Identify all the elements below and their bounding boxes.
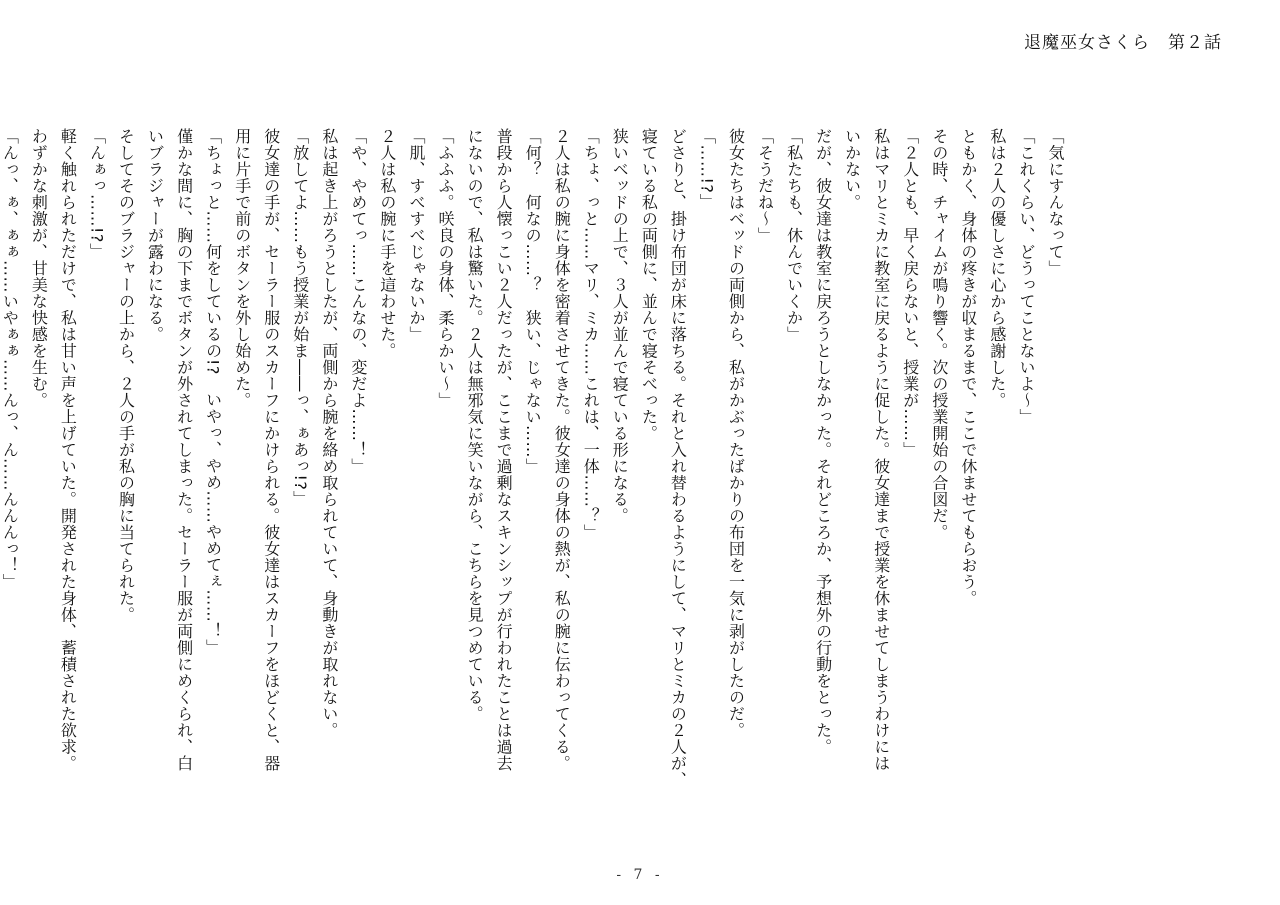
text-line: 私は起き上がろうとしたが、両側から腕を絡め取られていて、身動きが取れない。 (319, 128, 339, 739)
text-line: ともかく、身体の疼きが収まるまで、ここで休ませてもらおう。 (958, 128, 978, 607)
page-number: - 7 - (616, 867, 664, 883)
text-line: 「ちょ、っと……マリ、ミカ……これは、一体……？」 (581, 128, 601, 541)
text-line: 彼女たちはベッドの両側から、私がかぶったばかりの布団を一気に剥がしたのだ。 (726, 128, 746, 739)
text-line: 「気にすんなって」 (1046, 128, 1065, 277)
text-line: 「ちょっと……何をしているの!? いやっ、やめ……やめてぇ……！」 (203, 128, 223, 656)
text-line: 「私たちも、休んでいくか」 (784, 128, 804, 343)
text-line: いかない。 (842, 128, 862, 211)
text-line: 私は２人の優しさに心から感謝した。 (987, 128, 1007, 409)
text-line: いブラジャーが露わになる。 (145, 128, 165, 343)
text-line: 用に片手で前のボタンを外し始めた。 (232, 128, 252, 409)
text-line: 「何？ 何なの……？ 狭い、じゃない……」 (523, 128, 543, 475)
text-line: 狭いベッドの上で、３人が並んで寝ている形になる。 (610, 128, 630, 524)
text-line: 私はマリとミカに教室に戻るように促した。彼女達まで授業を休ませてしまうわけには (871, 128, 891, 772)
text-line: 「肌、すべすべじゃないか」 (406, 128, 426, 343)
text-line: 「んっ、ぁ、ぁぁ……いやぁぁ……んっ、ん……んんんっ！」 (0, 128, 20, 590)
text-line: 軽く触れられただけで、私は甘い声を上げていた。開発された身体、蓄積された欲求。 (58, 128, 78, 772)
text-line: 「……!?」 (697, 128, 717, 210)
text-line: 「んぁっ……!?」 (87, 128, 107, 260)
text-line: そしてそのブラジャーの上から、２人の手が私の胸に当てられた。 (116, 128, 136, 623)
text-line: 普段から人懐っこい２人だったが、ここまで過剰なスキンシップが行われたことは過去 (494, 128, 514, 772)
text-line: ２人は私の腕に身体を密着させてきた。彼女達の身体の熱が、私の腕に伝わってくる。 (552, 128, 572, 772)
text-line: 僅かな間に、胸の下までボタンが外されてしまった。セーラー服が両側にめくられ、白 (174, 128, 194, 772)
document-title: 退魔巫女さくら 第２話 (1024, 33, 1222, 53)
text-line: その時、チャイムが鳴り響く。次の授業開始の合図だ。 (929, 128, 949, 541)
text-line: 「これくらい、どうってことないよ～」 (1016, 128, 1036, 425)
text-line: どさりと、掛け布団が床に落ちる。それと入れ替わるようにして、マリとミカの２人が、 (668, 128, 688, 788)
text-line: わずかな刺激が、甘美な快感を生む。 (29, 128, 49, 409)
text-line: にないので、私は驚いた。２人は無邪気に笑いながら、こちらを見つめている。 (465, 128, 485, 722)
text-line: 「ふふふ。咲良の身体、柔らかい～」 (436, 128, 456, 409)
text-line: 寝ている私の両側に、並んで寝そべった。 (639, 128, 659, 442)
text-line: 「そうだね～」 (755, 128, 775, 244)
text-line: 「や、やめてっ……こんなの、変だよ……！」 (348, 128, 368, 475)
vertical-text-body (0, 128, 1070, 828)
text-line: ２人は私の腕に手を這わせた。 (377, 128, 397, 359)
text-line: 彼女達の手が、セーラー服のスカーフにかけられる。彼女達はスカーフをほどくと、器 (261, 128, 281, 772)
text-line: だが、彼女達は教室に戻ろうとしなかった。それどころか、予想外の行動をとった。 (813, 128, 833, 755)
text-line: 「放してよ……もう授業が始ま――っ、ぁあっ!?」 (290, 128, 310, 507)
text-line: 「２人とも、早く戻らないと、授業が……」 (900, 128, 920, 458)
